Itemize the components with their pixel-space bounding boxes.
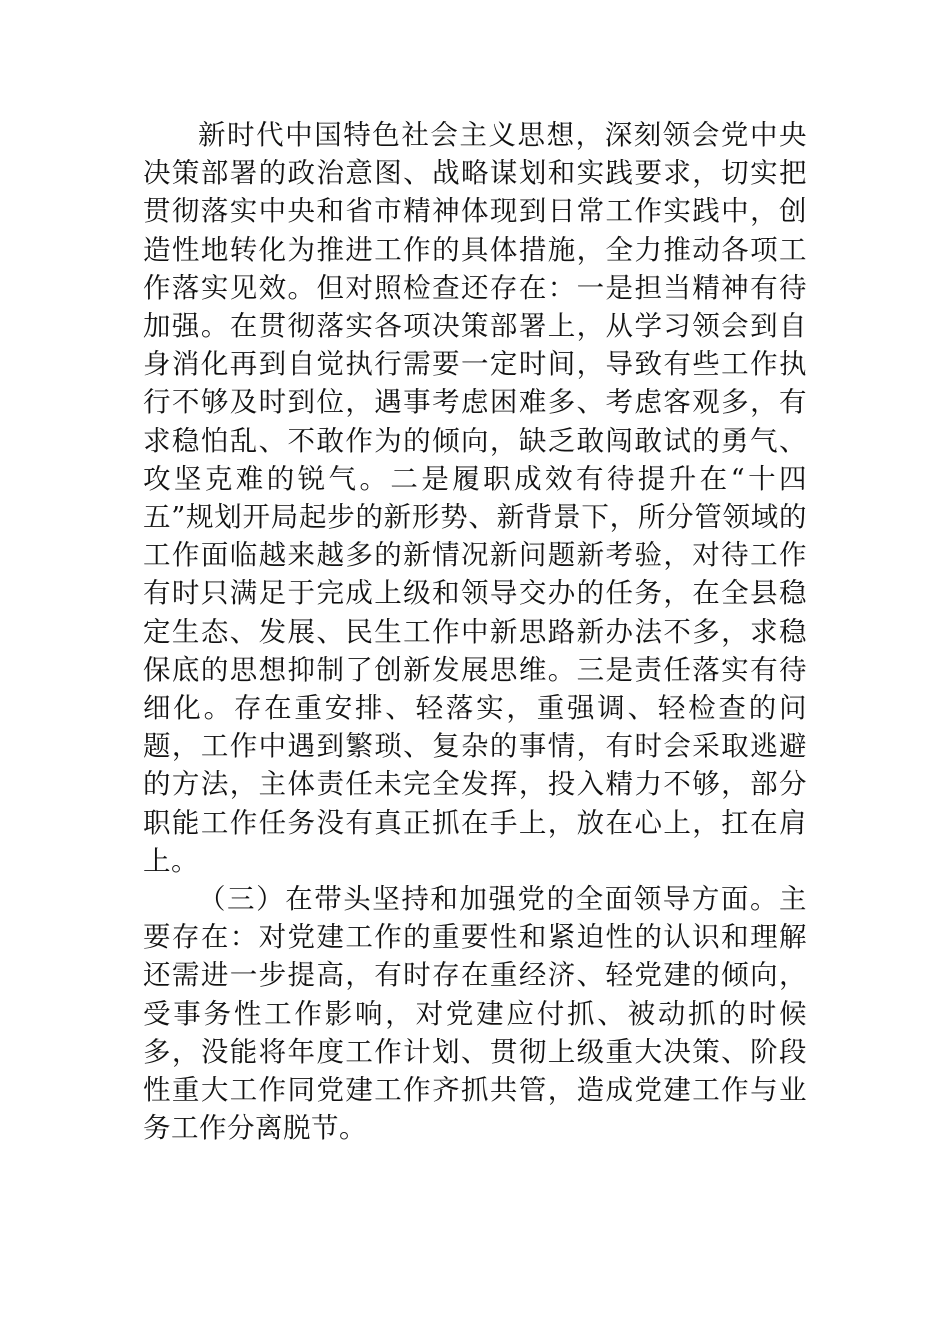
paragraph-responsibility: 新时代中国特色社会主义思想，深刻领会党中央决策部署的政治意图、战略谋划和实践要求，切实把贯彻落实中央和省市精神体现到日常工作实践中，创造性地转化为推进工作的具体措施，全力推动各项工作落实见效。但对照检查还存在：一是担当精神有待加强。在贯彻落实各项决策部署上，从学习领会到自身消化再到自觉执行需要一定时间，导致有些工作执行不够及时到位，遇事考虑困难多、考虑客观多，有求稳怕乱、不敢作为的倾向，缺乏敢闯敢试的勇气、攻坚克难的锐气。二是履职成效有待提升在“十四五”规划开局起步的新形势、新背景下，所分管领域的工作面临越来越多的新情况新问题新考验，对待工作有时只满足于完成上级和领导交办的任务，在全县稳定生态、发展、民生工作中新思路新办法不多，求稳保底的思想抑制了创新发展思维。三是责任落实有待细化。存在重安排、轻落实，重强调、轻检查的问题，工作中遇到繁琐、复杂的事情，有时会采取逃避的方法，主体责任未完全发挥，投入精力不够，部分职能工作任务没有真正抓在手上，放在心上，扛在肩上。 — [143, 119, 807, 877]
paragraph-party-leadership: （三）在带头坚持和加强党的全面领导方面。主要存在：对党建工作的重要性和紧迫性的认识和理解还需进一步提高，有时存在重经济、轻党建的倾向，受事务性工作影响，对党建应付抓、被动抓的时候多，没能将年度工作计划、贯彻上级重大决策、阶段性重大工作同党建工作齐抓共管，造成党建工作与业务工作分离脱节。 — [143, 883, 807, 1145]
body-text — [143, 116, 807, 1147]
